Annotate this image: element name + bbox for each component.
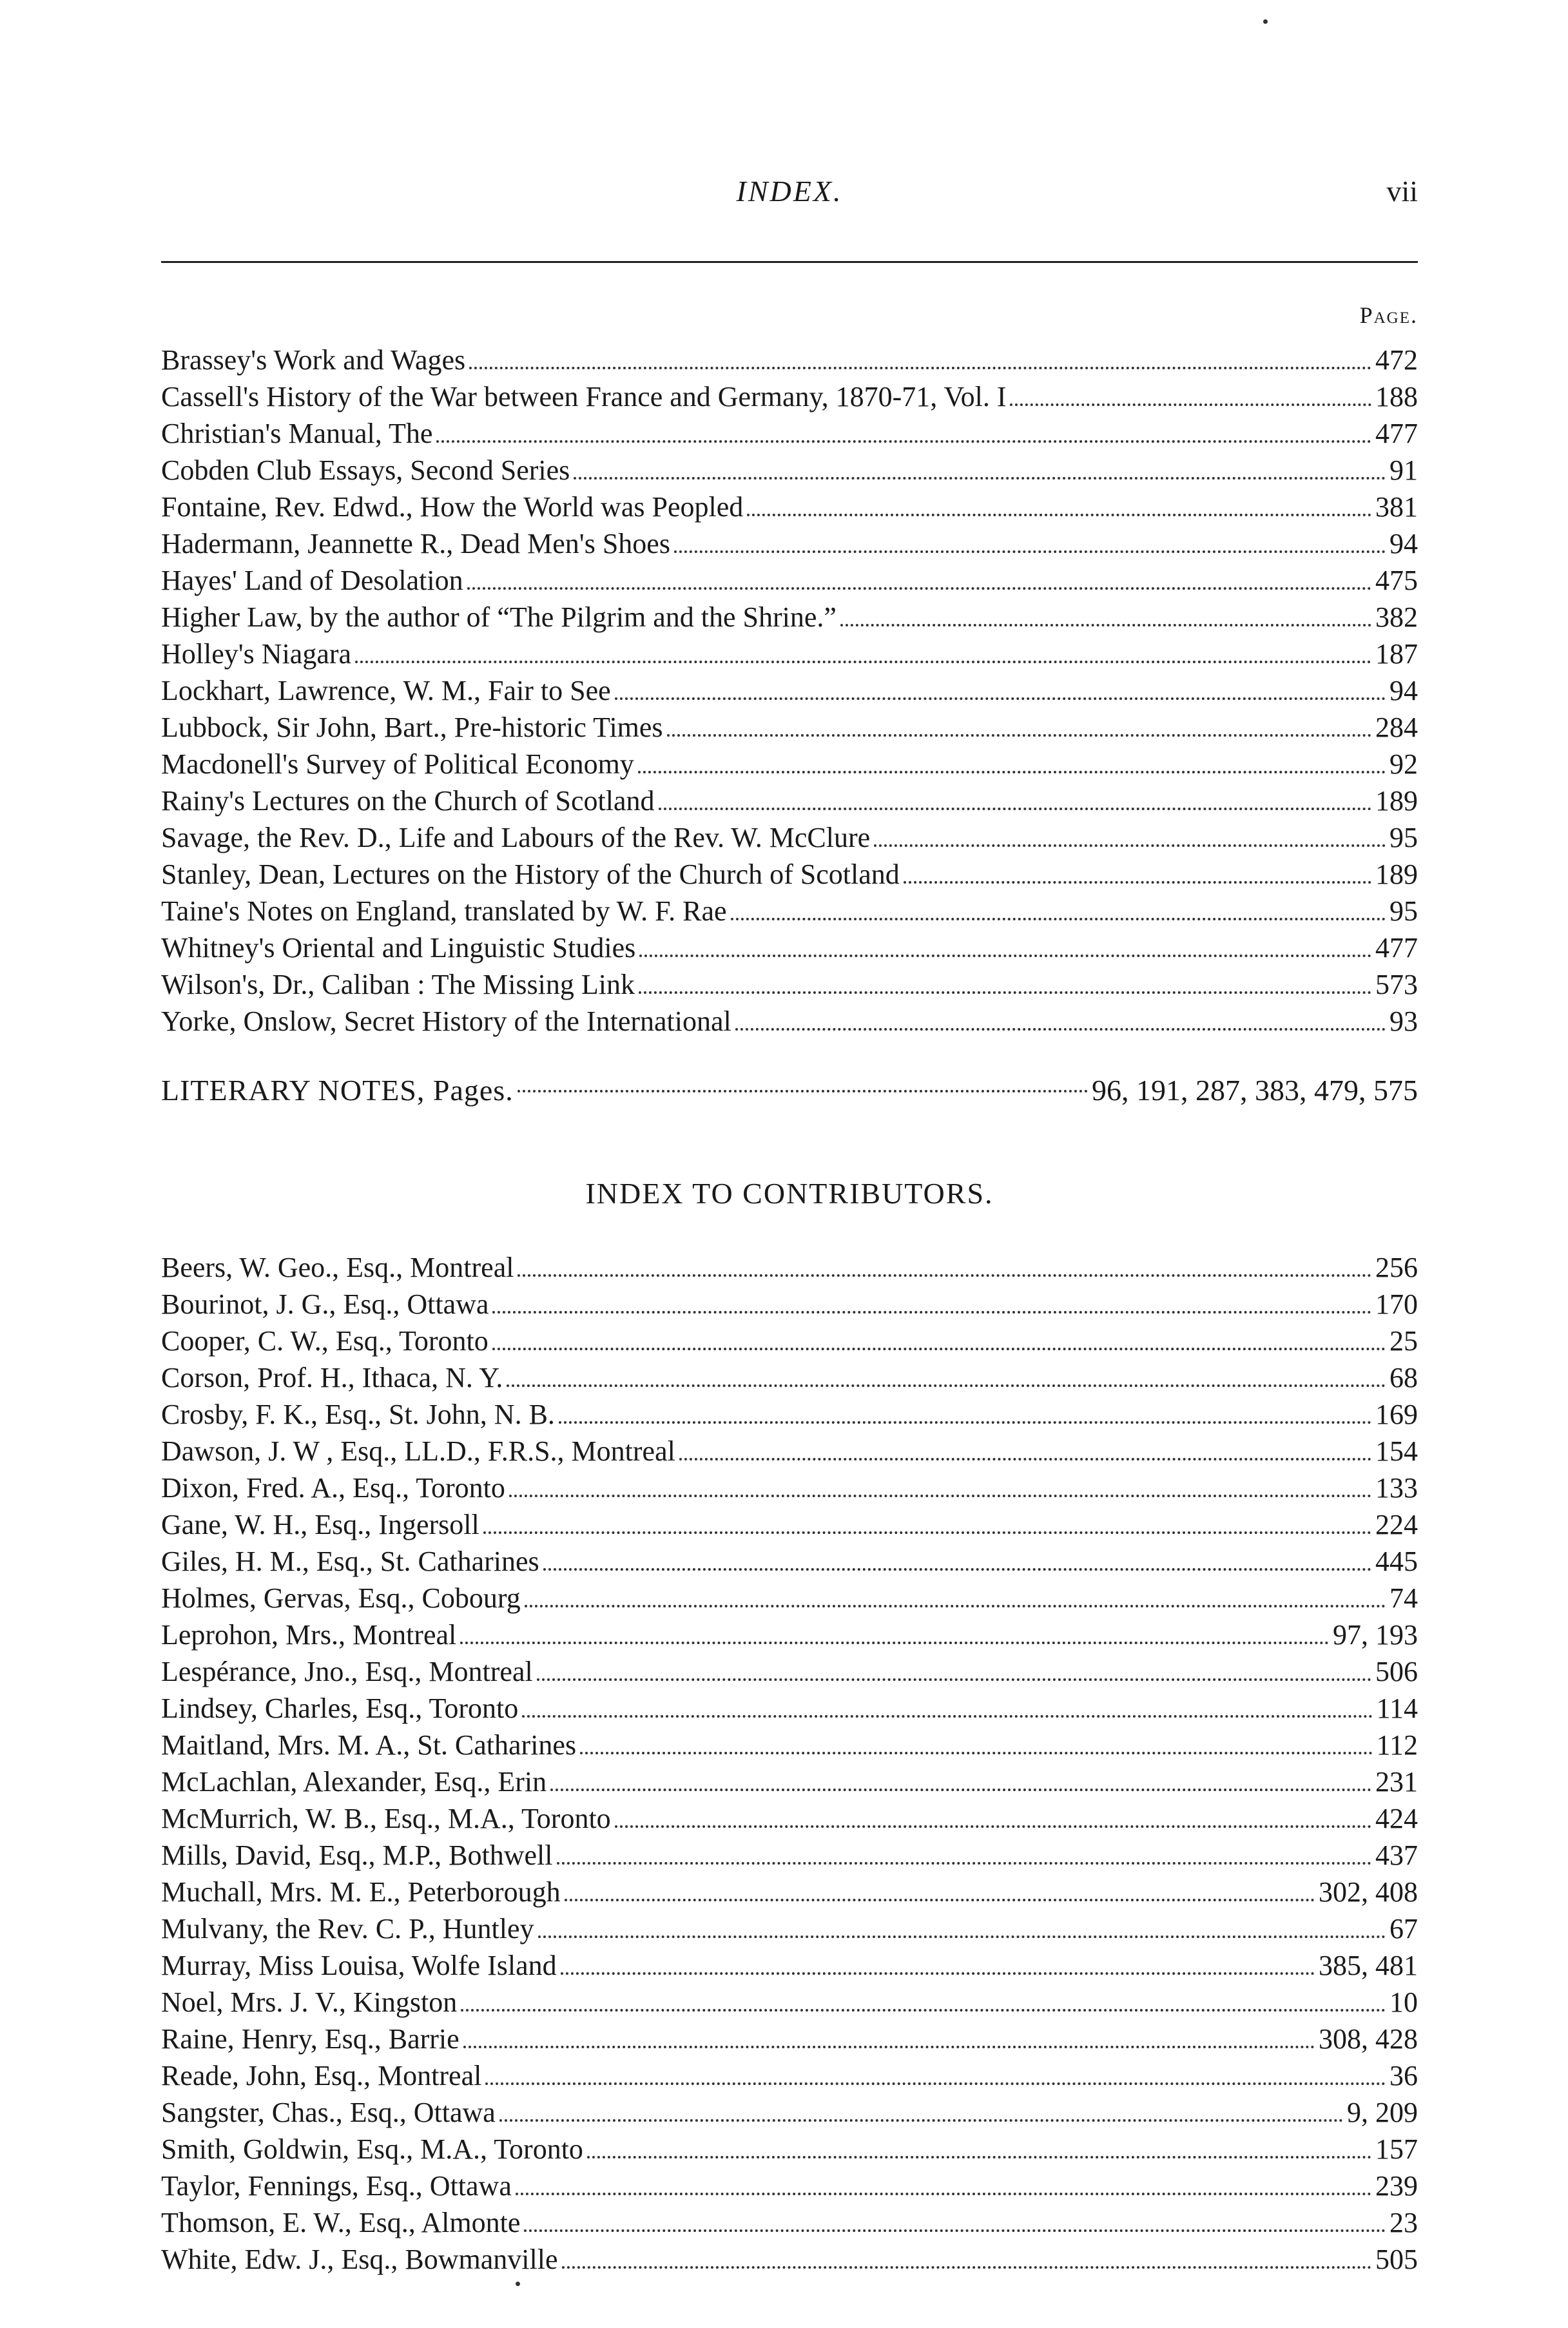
entry-page-number: 385, 481 <box>1319 1950 1418 1981</box>
entry-title: Giles, H. M., Esq., St. Catharines <box>161 1546 539 1577</box>
dot-leader <box>638 771 1386 773</box>
entry-page-number: 36 <box>1389 2060 1418 2091</box>
stray-mark <box>516 2282 520 2286</box>
book-notice-entry <box>161 342 1418 378</box>
book-notice-entry <box>161 746 1418 782</box>
entry-title: Mulvany, the Rev. C. P., Huntley <box>161 1913 534 1945</box>
entry-title: Taylor, Fennings, Esq., Ottawa <box>161 2170 512 2202</box>
page-header <box>161 174 1418 226</box>
dot-leader <box>667 734 1371 737</box>
literary-notes-label: LITERARY NOTES, Pages. <box>161 1074 514 1107</box>
entry-title: Thomson, E. W., Esq., Almonte <box>161 2207 521 2238</box>
book-notice-entry <box>161 856 1418 893</box>
entry-title: Lespérance, Jno., Esq., Montreal <box>161 1656 533 1687</box>
contributor-entry <box>161 2204 1418 2241</box>
entry-page-number: 239 <box>1375 2170 1418 2202</box>
entry-page-number: 231 <box>1375 1766 1418 1798</box>
contributor-entry <box>161 1286 1418 1323</box>
dot-leader <box>518 1274 1371 1277</box>
dot-leader <box>587 2156 1371 2158</box>
book-notice-entry <box>161 525 1418 562</box>
entry-page-number: 256 <box>1375 1252 1418 1283</box>
contributor-entry <box>161 2094 1418 2131</box>
contributor-entry <box>161 1837 1418 1874</box>
entry-title: Stanley, Dean, Lectures on the History of the Church of Scotland <box>161 858 900 890</box>
entry-page-number: 114 <box>1376 1693 1418 1724</box>
dot-leader <box>561 1972 1315 1975</box>
entry-title: Cassell's History of the War between France and Germany, 1870-71, Vol. I <box>161 381 1007 412</box>
dot-leader <box>538 1935 1386 1938</box>
book-notices-list <box>161 342 1418 1040</box>
entry-page-number: 95 <box>1389 822 1418 853</box>
entry-title: Beers, W. Geo., Esq., Montreal <box>161 1252 514 1283</box>
entry-title: Lockhart, Lawrence, W. M., Fair to See <box>161 675 611 706</box>
stray-mark <box>1263 19 1268 24</box>
contributor-entry <box>161 2241 1418 2278</box>
book-notice-entry <box>161 489 1418 525</box>
entry-title: Dixon, Fred. A., Esq., Toronto <box>161 1472 505 1504</box>
dot-leader <box>543 1568 1371 1571</box>
contributor-entry <box>161 2057 1418 2094</box>
entry-title: Rainy's Lectures on the Church of Scotland <box>161 785 655 817</box>
entry-page-number: 67 <box>1389 1913 1418 1945</box>
dot-leader <box>516 2193 1371 2195</box>
dot-leader <box>559 1421 1371 1424</box>
entry-title: Brassey's Work and Wages <box>161 344 466 376</box>
contributor-entry <box>161 2021 1418 2057</box>
entry-title: McMurrich, W. B., Esq., M.A., Toronto <box>161 1803 611 1834</box>
entry-page-number: 10 <box>1389 1986 1418 2018</box>
dot-leader <box>580 1752 1373 1754</box>
entry-title: Muchall, Mrs. M. E., Peterborough <box>161 1876 561 1908</box>
entry-title: Corson, Prof. H., Ithaca, N. Y. <box>161 1362 503 1393</box>
dot-leader <box>735 1028 1386 1031</box>
dot-leader <box>674 550 1386 553</box>
entry-page-number: 189 <box>1375 785 1418 817</box>
header-rule <box>161 261 1418 263</box>
contributor-entry <box>161 1947 1418 1984</box>
entry-page-number: 506 <box>1375 1656 1418 1687</box>
contributor-entry <box>161 1249 1418 1286</box>
entry-page-number: 445 <box>1375 1546 1418 1577</box>
contributor-entry <box>161 1763 1418 1800</box>
running-title: INDEX. <box>736 175 843 208</box>
entry-page-number: 25 <box>1389 1325 1418 1357</box>
entry-title: Lindsey, Charles, Esq., Toronto <box>161 1693 519 1724</box>
dot-leader <box>524 2229 1386 2232</box>
book-notice-entry <box>161 672 1418 709</box>
entry-page-number: 170 <box>1375 1288 1418 1320</box>
contributor-entry <box>161 1874 1418 1910</box>
dot-leader <box>615 697 1386 700</box>
entry-page-number: 23 <box>1389 2207 1418 2238</box>
entry-page-number: 381 <box>1375 491 1418 523</box>
entry-title: Dawson, J. W , Esq., LL.D., F.R.S., Montreal <box>161 1435 675 1467</box>
entry-title: Yorke, Onslow, Secret History of the International <box>161 1005 731 1037</box>
dot-leader <box>639 955 1371 957</box>
entry-title: Holmes, Gervas, Esq., Cobourg <box>161 1582 521 1614</box>
dot-leader <box>731 918 1386 920</box>
entry-title: Smith, Goldwin, Esq., M.A., Toronto <box>161 2133 583 2165</box>
page-number: vii <box>1386 175 1418 208</box>
book-notice-entry <box>161 929 1418 966</box>
entry-page-number: 188 <box>1375 381 1418 412</box>
dot-leader <box>904 881 1371 884</box>
page-column-label: Page. <box>1359 302 1418 328</box>
entry-title: Noel, Mrs. J. V., Kingston <box>161 1986 458 2018</box>
contributors-heading: INDEX TO CONTRIBUTORS. <box>585 1177 994 1210</box>
contributor-entry <box>161 2168 1418 2204</box>
dot-leader <box>509 1495 1371 1497</box>
dot-leader <box>679 1458 1371 1460</box>
entry-title: Cobden Club Essays, Second Series <box>161 454 570 486</box>
entry-title: McLachlan, Alexander, Esq., Erin <box>161 1766 547 1798</box>
entry-page-number: 284 <box>1375 712 1418 743</box>
entry-page-number: 93 <box>1389 1005 1418 1037</box>
entry-page-number: 94 <box>1389 528 1418 559</box>
entry-title: Lubbock, Sir John, Bart., Pre-historic Times <box>161 712 663 743</box>
entry-page-number: 472 <box>1375 344 1418 376</box>
dot-leader <box>492 1311 1371 1314</box>
dot-leader <box>557 1862 1372 1865</box>
entry-title: Murray, Miss Louisa, Wolfe Island <box>161 1950 557 1981</box>
dot-leader <box>483 1531 1371 1534</box>
book-notice-entry <box>161 966 1418 1003</box>
entry-page-number: 437 <box>1375 1839 1418 1871</box>
entry-page-number: 302, 408 <box>1319 1876 1418 1908</box>
entry-page-number: 92 <box>1389 748 1418 780</box>
entry-page-number: 74 <box>1389 1582 1418 1614</box>
contributor-entry <box>161 1396 1418 1433</box>
entry-title: Crosby, F. K., Esq., St. John, N. B. <box>161 1399 555 1430</box>
book-notice-entry <box>161 415 1418 452</box>
entry-page-number: 169 <box>1375 1399 1418 1430</box>
dot-leader <box>492 1348 1386 1350</box>
entry-page-number: 9, 209 <box>1347 2097 1418 2128</box>
entry-title: Taine's Notes on England, translated by W. F. Rae <box>161 895 727 927</box>
entry-page-number: 505 <box>1375 2244 1418 2275</box>
contributor-entry <box>161 1506 1418 1543</box>
dot-leader <box>1010 403 1371 406</box>
entry-page-number: 477 <box>1375 418 1418 449</box>
dot-leader <box>615 1825 1371 1828</box>
dot-leader <box>747 514 1371 516</box>
entry-title: Holley's Niagara <box>161 638 352 670</box>
entry-title: Raine, Henry, Esq., Barrie <box>161 2023 460 2055</box>
dot-leader <box>565 1899 1315 1901</box>
dot-leader <box>537 1678 1371 1681</box>
book-notice-entry <box>161 599 1418 635</box>
literary-notes-line <box>161 1073 1418 1107</box>
contributor-entry <box>161 1543 1418 1580</box>
entry-title: Wilson's, Dr., Caliban : The Missing Link <box>161 969 635 1000</box>
entry-page-number: 424 <box>1375 1803 1418 1834</box>
book-notice-entry <box>161 635 1418 672</box>
contributor-entry <box>161 1323 1418 1359</box>
entry-title: White, Edw. J., Esq., Bowmanville <box>161 2244 558 2275</box>
entry-title: Macdonell's Survey of Political Economy <box>161 748 634 780</box>
entry-title: Higher Law, by the author of “The Pilgrim and the Shrine.” <box>161 601 837 633</box>
entry-page-number: 189 <box>1375 858 1418 890</box>
book-notice-entry <box>161 893 1418 929</box>
dot-leader <box>574 477 1386 480</box>
contributor-entry <box>161 1470 1418 1506</box>
contributor-entry <box>161 1910 1418 1947</box>
contributor-entry <box>161 1580 1418 1616</box>
book-notice-entry <box>161 378 1418 415</box>
entry-title: Reade, John, Esq., Montreal <box>161 2060 482 2091</box>
entry-page-number: 382 <box>1375 601 1418 633</box>
entry-title: Savage, the Rev. D., Life and Labours of the Rev. W. McClure <box>161 822 871 853</box>
contributor-entry <box>161 1433 1418 1470</box>
contributors-list <box>161 1249 1418 2278</box>
entry-page-number: 94 <box>1389 675 1418 706</box>
entry-page-number: 477 <box>1375 932 1418 964</box>
dot-leader <box>562 2266 1371 2269</box>
entry-page-number: 475 <box>1375 565 1418 596</box>
entry-title: Cooper, C. W., Esq., Toronto <box>161 1325 489 1357</box>
contributor-entry <box>161 1800 1418 1837</box>
entry-page-number: 91 <box>1389 454 1418 486</box>
dot-leader <box>518 1090 1088 1092</box>
entry-page-number: 68 <box>1389 1362 1418 1393</box>
dot-leader <box>463 2046 1315 2048</box>
entry-title: Mills, David, Esq., M.P., Bothwell <box>161 1839 553 1871</box>
book-notice-entry <box>161 819 1418 856</box>
dot-leader <box>639 991 1371 994</box>
dot-leader <box>840 624 1371 626</box>
entry-title: Maitland, Mrs. M. A., St. Catharines <box>161 1729 577 1761</box>
entry-page-number: 573 <box>1375 969 1418 1000</box>
entry-page-number: 224 <box>1375 1509 1418 1540</box>
entry-title: Christian's Manual, The <box>161 418 433 449</box>
entry-page-number: 133 <box>1375 1472 1418 1504</box>
contributor-entry <box>161 1727 1418 1763</box>
entry-page-number: 308, 428 <box>1319 2023 1418 2055</box>
entry-page-number: 95 <box>1389 895 1418 927</box>
book-notice-entry <box>161 709 1418 746</box>
dot-leader <box>499 2119 1343 2122</box>
contributor-entry <box>161 1653 1418 1690</box>
dot-leader <box>461 2009 1386 2012</box>
entry-page-number: 112 <box>1376 1729 1418 1761</box>
dot-leader <box>659 808 1371 810</box>
dot-leader <box>874 844 1386 847</box>
entry-title: Hadermann, Jeannette R., Dead Men's Shoes <box>161 528 670 559</box>
literary-notes-pages: 96, 191, 287, 383, 479, 575 <box>1092 1074 1418 1107</box>
entry-title: Hayes' Land of Desolation <box>161 565 463 596</box>
entry-page-number: 97, 193 <box>1333 1619 1418 1651</box>
entry-title: Whitney's Oriental and Linguistic Studies <box>161 932 636 964</box>
entry-title: Gane, W. H., Esq., Ingersoll <box>161 1509 479 1540</box>
dot-leader <box>467 587 1371 590</box>
book-notice-entry <box>161 1003 1418 1040</box>
entry-page-number: 154 <box>1375 1435 1418 1467</box>
dot-leader <box>522 1715 1372 1718</box>
dot-leader <box>355 661 1371 663</box>
dot-leader <box>469 367 1371 369</box>
entry-page-number: 157 <box>1375 2133 1418 2165</box>
dot-leader <box>460 1642 1329 1644</box>
dot-leader <box>485 2082 1386 2085</box>
book-notice-entry <box>161 782 1418 819</box>
contributor-entry <box>161 2131 1418 2168</box>
dot-leader <box>550 1789 1371 1791</box>
book-notice-entry <box>161 452 1418 489</box>
contributor-entry <box>161 1690 1418 1727</box>
book-notice-entry <box>161 562 1418 599</box>
entry-page-number: 187 <box>1375 638 1418 670</box>
dot-leader <box>525 1605 1386 1607</box>
entry-title: Sangster, Chas., Esq., Ottawa <box>161 2097 496 2128</box>
contributor-entry <box>161 1359 1418 1396</box>
dot-leader <box>507 1384 1386 1387</box>
entry-title: Bourinot, J. G., Esq., Ottawa <box>161 1288 489 1320</box>
contributor-entry <box>161 1616 1418 1653</box>
contributor-entry <box>161 1984 1418 2021</box>
dot-leader <box>436 440 1371 443</box>
entry-title: Fontaine, Rev. Edwd., How the World was Peopled <box>161 491 744 523</box>
entry-title: Leprohon, Mrs., Montreal <box>161 1619 457 1651</box>
